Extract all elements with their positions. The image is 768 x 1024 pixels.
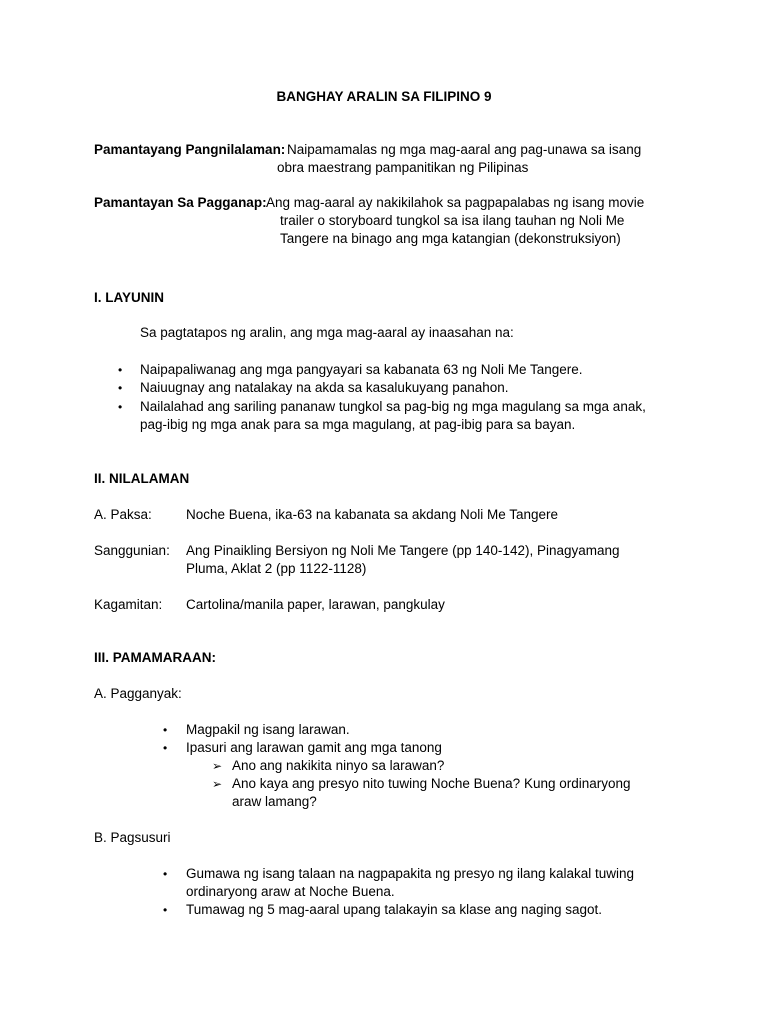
bullet-icon: •: [163, 903, 168, 917]
pamantayan-sa-pagganap-line1: Ang mag-aaral ay nakikilahok sa pagpapalabas ng isang movie: [266, 195, 645, 210]
layunin-item: Nailalahad ang sariling pananaw tungkol sa pag-big ng mga magulang sa mga anak,: [140, 399, 646, 414]
pagganyak-label: A. Pagganyak:: [94, 686, 182, 701]
arrow-bullet-icon: ➢: [212, 759, 223, 773]
pagganyak-item: Magpakil ng isang larawan.: [186, 722, 350, 737]
sanggunian-line2: Pluma, Aklat 2 (pp 1122-1128): [186, 561, 367, 576]
bullet-icon: •: [118, 400, 123, 414]
sanggunian-label: Sanggunian:: [94, 543, 170, 558]
pagganyak-subitem: Ano ang nakikita ninyo sa larawan?: [232, 758, 445, 773]
layunin-intro: Sa pagtatapos ng aralin, ang mga mag-aaral ay inaasahan na:: [140, 325, 514, 340]
paksa-value: Noche Buena, ika-63 na kabanata sa akdang Noli Me Tangere: [186, 507, 559, 522]
nilalaman-heading: II. NILALAMAN: [94, 471, 190, 486]
layunin-item: Naiuugnay ang natalakay na akda sa kasalukuyang panahon.: [140, 380, 509, 395]
pamantayan-sa-pagganap-line3: Tangere na binago ang mga katangian (dekonstruksiyon): [280, 231, 621, 246]
bullet-icon: •: [118, 381, 123, 395]
pamamaraan-heading: III. PAMAMARAAN:: [94, 650, 216, 665]
sanggunian-line1: Ang Pinaikling Bersiyon ng Noli Me Tangere (pp 140-142), Pinagyamang: [186, 543, 620, 558]
pagganyak-subitem-continuation: araw lamang?: [232, 794, 317, 809]
page-title: BANGHAY ARALIN SA FILIPINO 9: [276, 89, 492, 104]
arrow-bullet-icon: ➢: [212, 777, 223, 791]
bullet-icon: •: [163, 723, 168, 737]
pagganyak-item: Ipasuri ang larawan gamit ang mga tanong: [186, 740, 442, 755]
pamantayang-pangnilalaman-line2: obra maestrang pampanitikan ng Pilipinas: [277, 160, 529, 175]
layunin-heading: I. LAYUNIN: [94, 290, 165, 305]
layunin-item-continuation: pag-ibig ng mga anak para sa mga magulang, at pag-ibig para sa bayan.: [140, 417, 576, 432]
paksa-label: A. Paksa:: [94, 507, 152, 522]
kagamitan-value: Cartolina/manila paper, larawan, pangkulay: [186, 597, 445, 612]
bullet-icon: •: [163, 867, 168, 881]
pamantayang-pangnilalaman-label: Pamantayang Pangnilalaman:: [94, 142, 286, 157]
pagganyak-subitem: Ano kaya ang presyo nito tuwing Noche Buena? Kung ordinaryong: [232, 776, 631, 791]
bullet-icon: •: [163, 741, 168, 755]
pagsusuri-item: Gumawa ng isang talaan na nagpapakita ng presyo ng ilang kalakal tuwing: [186, 866, 635, 881]
layunin-item: Naipapaliwanag ang mga pangyayari sa kabanata 63 ng Noli Me Tangere.: [140, 362, 583, 377]
kagamitan-label: Kagamitan:: [94, 597, 163, 612]
bullet-icon: •: [118, 363, 123, 377]
pamantayan-sa-pagganap-line2: trailer o storyboard tungkol sa isa ilang tauhan ng Noli Me: [280, 213, 625, 228]
pagsusuri-item: Tumawag ng 5 mag-aaral upang talakayin sa klase ang naging sagot.: [186, 902, 603, 917]
pagsusuri-item-continuation: ordinaryong araw at Noche Buena.: [186, 884, 395, 899]
pagsusuri-label: B. Pagsusuri: [94, 830, 171, 845]
pamantayang-pangnilalaman-line1: Naipamamalas ng mga mag-aaral ang pag-unawa sa isang: [287, 142, 642, 157]
pamantayan-sa-pagganap-label: Pamantayan Sa Pagganap:: [94, 195, 267, 210]
